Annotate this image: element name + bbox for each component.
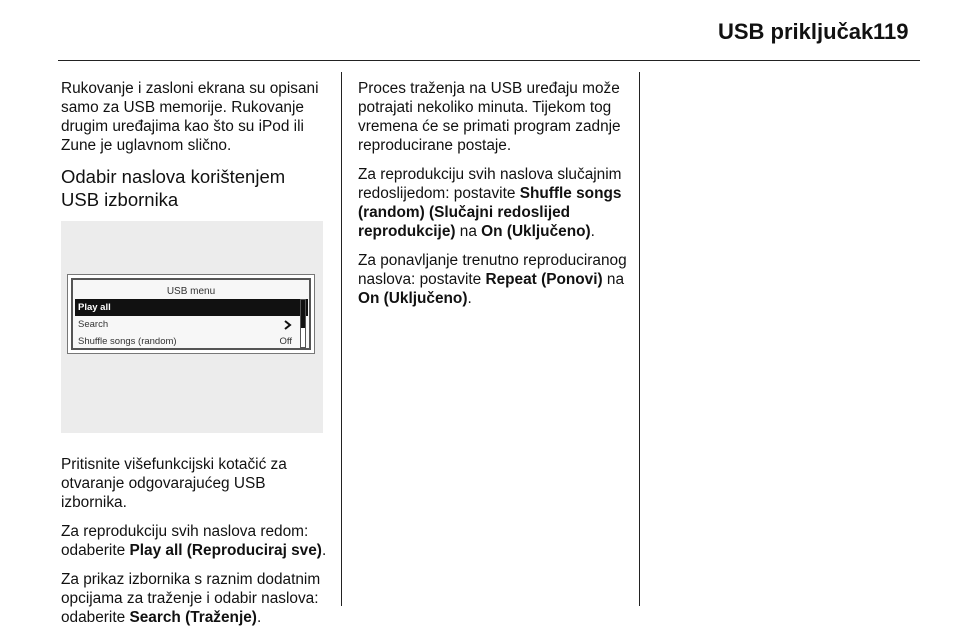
text: na [455, 223, 482, 240]
paragraph-play-all [61, 522, 331, 560]
paragraph-repeat [358, 251, 628, 308]
menu-item-play-all[interactable] [75, 299, 308, 316]
text: Za reprodukciju svih naslova slučajnim redoslijedom: postavite [358, 166, 622, 202]
term-shuffle: Shuffle songs (random) (Slučajni redoslijed reprodukcije) [358, 185, 622, 240]
middle-column [358, 79, 628, 318]
header-divider [58, 60, 920, 61]
paragraph-shuffle [358, 165, 628, 241]
menu-item-label: Shuffle songs (random) [78, 336, 177, 347]
paragraph-open-menu: Pritisnite višefunkcijski kotačić za otvaranje odgovarajućeg USB izbornika. [61, 456, 287, 511]
text: . [590, 223, 595, 240]
section-heading-line2: USB izbornika [61, 189, 179, 210]
intro-paragraph: Rukovanje i zasloni ekrana su opisani samo za USB memorije. Rukovanje drugim uređajima kao što su iPod ili Zune je uglavnom slično. [61, 80, 319, 154]
menu-item-search[interactable] [75, 316, 308, 333]
text: . [467, 290, 472, 307]
column-divider-2 [639, 72, 640, 606]
section-heading [61, 165, 331, 211]
menu-scrollbar[interactable] [300, 299, 306, 348]
term-repeat: Repeat (Ponovi) [485, 271, 603, 288]
text: . [256, 609, 262, 626]
section-heading-line1: Odabir naslova korištenjem [61, 166, 286, 187]
text: Za reprodukciju svih naslova redom: odaberite [61, 523, 309, 559]
text: Za prikaz izbornika s raznim dodatnim opcijama za traženje i odabir naslova: odaberite [61, 571, 321, 626]
text: . [321, 542, 327, 559]
page-number: 119 [873, 19, 909, 44]
menu-item-shuffle[interactable] [75, 333, 308, 350]
usb-menu-figure [61, 221, 323, 433]
menu-title: USB menu [166, 286, 216, 297]
paragraph-search [61, 570, 331, 627]
header-title: USB priključak [718, 19, 874, 44]
text: Za ponavljanje trenutno reproduciranog naslova: postavite [358, 252, 627, 288]
text: na [602, 271, 625, 288]
display-frame [71, 278, 311, 350]
scrollbar-thumb[interactable] [301, 300, 305, 328]
menu-item-value: Off [279, 336, 292, 347]
menu-item-label: Search [78, 319, 109, 330]
menu-item-label: Play all [78, 302, 111, 313]
term-play-all: Play all (Reproduciraj sve) [129, 542, 322, 559]
term-search: Search (Traženje) [129, 609, 257, 626]
column-divider-1 [341, 72, 342, 606]
display-screen [67, 274, 315, 354]
term-on: On (Uključeno) [358, 290, 468, 307]
term-on: On (Uključeno) [481, 223, 591, 240]
left-column [61, 79, 331, 637]
paragraph-search-duration: Proces traženja na USB uređaju može potrajati nekoliko minuta. Tijekom tog vremena će se primati program zadnje reproducirane postaje. [358, 80, 621, 154]
